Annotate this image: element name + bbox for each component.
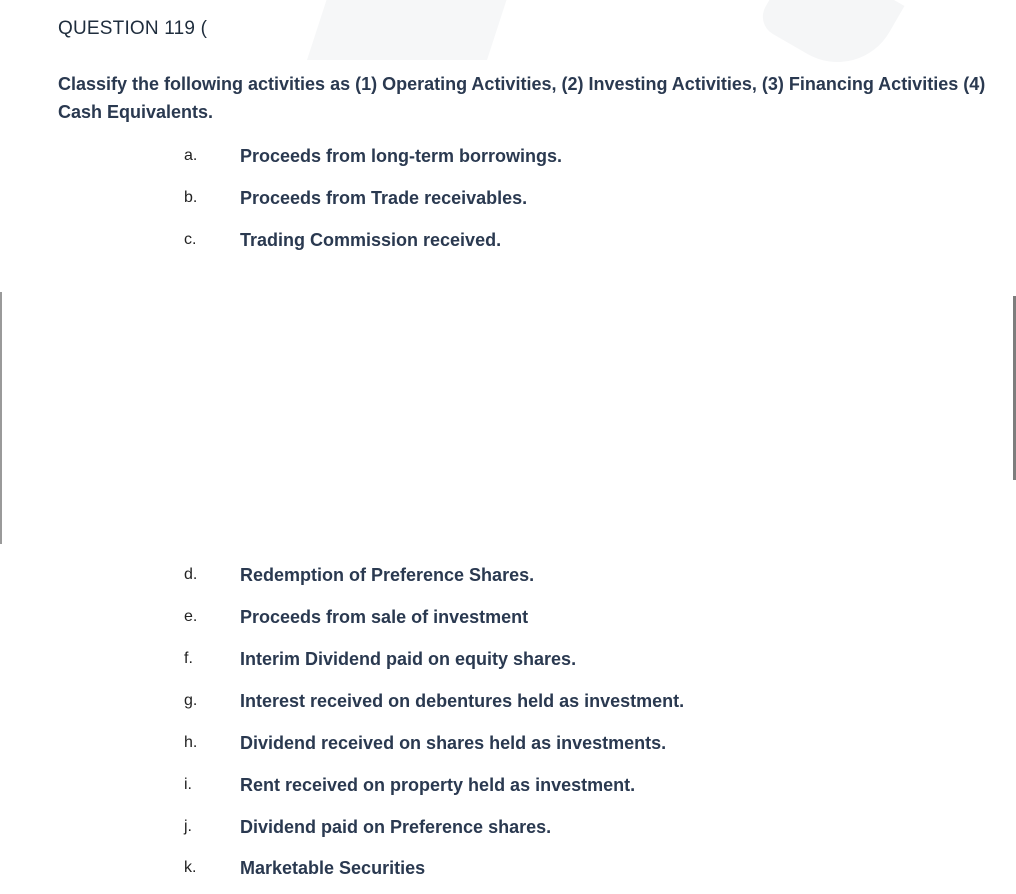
list-item (0, 231, 1016, 257)
list-item (0, 566, 1016, 592)
list-item (0, 692, 1016, 718)
item-text: Dividend paid on Preference shares. (240, 817, 552, 837)
item-text: Redemption of Preference Shares. (240, 565, 535, 585)
list-item (0, 189, 1016, 215)
item-text: Proceeds from long-term borrowings. (240, 146, 563, 166)
item-text: Trading Commission received. (240, 230, 502, 250)
item-letter: e. (184, 608, 198, 625)
scan-artifact (307, 0, 513, 60)
item-text: Marketable Securities (240, 858, 426, 878)
item-letter: g. (184, 692, 198, 709)
list-item (0, 608, 1016, 634)
list-item (0, 147, 1016, 173)
list-item (0, 859, 1016, 885)
question-instructions: Classify the following activities as (1) Operating Activities, (2) Investing Activities, (3) Financing Activities (4) Cash Equivalents. (58, 74, 986, 122)
item-text: Dividend received on shares held as investments. (240, 733, 667, 753)
list-item (0, 650, 1016, 676)
item-text: Proceeds from sale of investment (240, 607, 529, 627)
item-text: Interest received on debentures held as investment. (240, 691, 685, 711)
item-letter: k. (184, 859, 197, 876)
page-edge-left (0, 292, 2, 544)
item-letter: j. (184, 818, 192, 835)
list-item (0, 734, 1016, 760)
list-item (0, 776, 1016, 802)
item-text: Interim Dividend paid on equity shares. (240, 649, 577, 669)
item-text: Rent received on property held as investment. (240, 775, 636, 795)
item-letter: i. (184, 776, 192, 793)
question-number: QUESTION 119 ( (58, 18, 208, 39)
item-letter: f. (184, 650, 193, 667)
item-letter: c. (184, 231, 197, 248)
item-letter: a. (184, 147, 198, 164)
list-item (0, 818, 1016, 844)
item-letter: d. (184, 566, 198, 583)
item-text: Proceeds from Trade receivables. (240, 188, 528, 208)
item-letter: h. (184, 734, 198, 751)
item-letter: b. (184, 189, 198, 206)
